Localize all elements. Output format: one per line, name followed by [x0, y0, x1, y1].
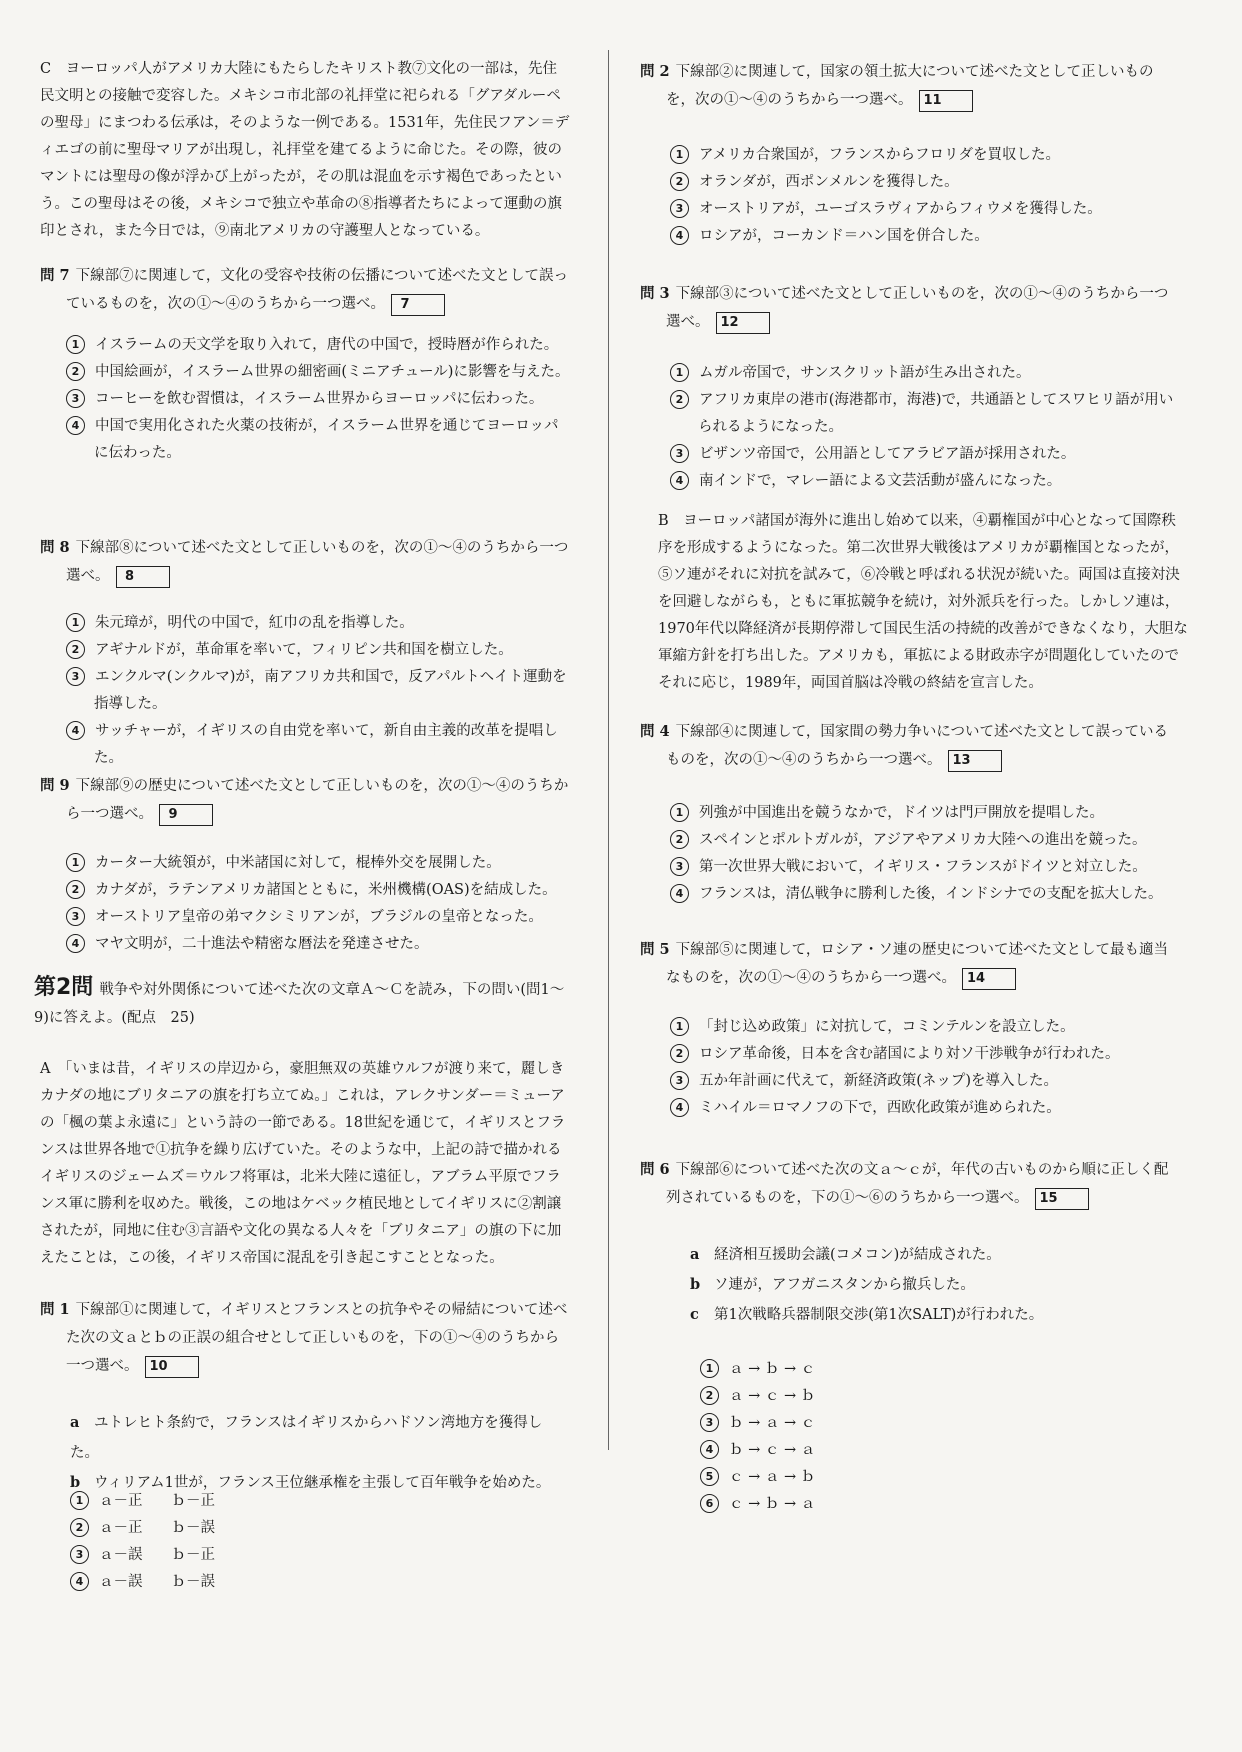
choice-number: 3 — [700, 1413, 719, 1432]
option[interactable]: 2 オランダが，西ポンメルンを獲得した。 — [670, 169, 1180, 196]
option[interactable]: 3 ビザンツ帝国で，公用語としてアラビア語が採用された。 — [670, 441, 1180, 468]
options-q3 — [670, 360, 1180, 495]
answer-box: 13 — [948, 750, 1002, 772]
question-text: 下線部⑦に関連して，文化の受容や技術の伝播について述べた文として誤っているものを，次の①～④のうちから一つ選べ。 — [66, 268, 569, 312]
choice-number: 3 — [66, 907, 85, 926]
choice-number: 4 — [66, 416, 85, 435]
option[interactable]: 2 カナダが，ラテンアメリカ諸国とともに，米州機構(OAS)を結成した。 — [66, 877, 570, 904]
options-q6 — [700, 1356, 1000, 1518]
choice-number: 5 — [700, 1467, 719, 1486]
choice-number: 3 — [670, 199, 689, 218]
choice-number: 4 — [700, 1440, 719, 1459]
passage-c: C ヨーロッパ人がアメリカ大陸にもたらしたキリスト教⑦文化の一部は，先住民文明との接触で変容した。メキシコ市北部の礼拝堂に祀られる「グアダルーペの聖母」にまつわる伝承は，そのような一例である。1531年，先住民フアン＝ディエゴの前に聖母マリアが出現し，礼拝堂を建てるように命じた。その際，彼のマントには聖母の像が浮かび上がったが，その肌は混血を示す褐色であったという。この聖母はその後，メキシコで独立や革命の⑧指導者たちによって運動の旗印とされ，また今日では，⑨南北アメリカの守護聖人となっている。 — [40, 61, 570, 239]
column-divider — [608, 50, 609, 1450]
answer-box: 14 — [962, 968, 1016, 990]
choice-number: 1 — [670, 145, 689, 164]
choice-number: 2 — [700, 1386, 719, 1405]
choice-number: 3 — [70, 1545, 89, 1564]
question-text: 下線部④に関連して，国家間の勢力争いについて述べた文として誤っているものを，次の①～④のうちから一つ選べ。 — [666, 724, 1169, 768]
option[interactable]: 2 中国絵画が，イスラーム世界の細密画(ミニアチュール)に影響を与えた。 — [66, 359, 570, 386]
statement-c: c 第1次戦略兵器制限交渉(第1次SALT)が行われた。 — [690, 1306, 1044, 1323]
option[interactable]: 4 ロシアが，コーカンド＝ハン国を併合した。 — [670, 223, 1180, 250]
choice-number: 3 — [670, 444, 689, 463]
choice-number: 4 — [670, 1098, 689, 1117]
question-label: 問 7 — [40, 267, 70, 284]
option[interactable]: 4 サッチャーが，イギリスの自由党を率いて，新自由主義的改革を提唱した。 — [66, 718, 570, 772]
option[interactable]: 1 イスラームの天文学を取り入れて，唐代の中国で，授時暦が作られた。 — [66, 332, 570, 359]
choice-number: 1 — [66, 613, 85, 632]
option[interactable]: 5 ｃ → ａ → ｂ — [700, 1464, 1000, 1491]
option[interactable]: 3 第一次世界大戦において，イギリス・フランスがドイツと対立した。 — [670, 854, 1180, 881]
question-label: 問 6 — [640, 1161, 670, 1178]
option[interactable]: 1 ａ－正 ｂ－正 — [70, 1488, 370, 1515]
choice-number: 2 — [670, 390, 689, 409]
choice-number: 1 — [670, 1017, 689, 1036]
statement-a: a ユトレヒト条約で，フランスはイギリスからハドソン湾地方を獲得した。 — [70, 1414, 543, 1461]
choice-number: 4 — [66, 934, 85, 953]
question-4 — [640, 718, 1180, 774]
option[interactable]: 4 マヤ文明が，二十進法や精密な暦法を発達させた。 — [66, 931, 570, 958]
choice-number: 4 — [66, 721, 85, 740]
option[interactable]: 2 スペインとポルトガルが，アジアやアメリカ大陸への進出を競った。 — [670, 827, 1180, 854]
question-7 — [40, 262, 570, 318]
choice-number: 2 — [670, 172, 689, 191]
answer-box: 12 — [716, 312, 770, 334]
choice-number: 2 — [670, 1044, 689, 1063]
option[interactable]: 4 南インドで，マレー語による文芸活動が盛んになった。 — [670, 468, 1180, 495]
statements-q1 — [70, 1408, 570, 1498]
option[interactable]: 4 ｂ → ｃ → ａ — [700, 1437, 1000, 1464]
statement-a: a 経済相互援助会議(コメコン)が結成された。 — [690, 1246, 1001, 1263]
option[interactable]: 2 ロシア革命後，日本を含む諸国により対ソ干渉戦争が行われた。 — [670, 1041, 1180, 1068]
options-q8 — [66, 610, 570, 772]
choice-number: 6 — [700, 1494, 719, 1513]
options-q5 — [670, 1014, 1180, 1122]
question-text: 下線部①に関連して，イギリスとフランスとの抗争やその帰結について述べた次の文ａとｂの正誤の組合せとして正しいものを，下の①～④のうちから一つ選べ。 — [66, 1302, 568, 1374]
option[interactable]: 4 ａ－誤 ｂ－誤 — [70, 1569, 370, 1596]
question-label: 問 1 — [40, 1301, 70, 1318]
choice-number: 2 — [70, 1518, 89, 1537]
option[interactable]: 1 朱元璋が，明代の中国で，紅巾の乱を指導した。 — [66, 610, 570, 637]
question-text: 下線部⑨の歴史について述べた文として正しいものを，次の①～④のうちから一つ選べ。 — [66, 778, 569, 822]
option[interactable]: 1 カーター大統領が，中米諸国に対して，棍棒外交を展開した。 — [66, 850, 570, 877]
passage-b: B ヨーロッパ諸国が海外に進出し始めて以来，④覇権国が中心となって国際秩序を形成するようになった。第二次世界大戦後はアメリカが覇権国となったが，⑤ソ連がそれに対抗を試みて，⑥冷戦と呼ばれる状況が続いた。両国は直接対決を回避しながらも，ともに軍拡競争を続け，対外派兵を行った。しかしソ連は，1970年代以降経済が長期停滞して国民生活の持続的改善ができなくなり，大胆な軍縮方針を打ち出した。アメリカも，軍拡による財政赤字が問題化していたのでそれに応じ，1989年，両国首脳は冷戦の終結を宣言した。 — [658, 513, 1188, 691]
option[interactable]: 2 アフリカ東岸の港市(海港都市，海港)で，共通語としてスワヒリ語が用いられるようになった。 — [670, 387, 1180, 441]
option[interactable]: 3 コーヒーを飲む習慣は，イスラーム世界からヨーロッパに伝わった。 — [66, 386, 570, 413]
option[interactable]: 1 ａ → ｂ → ｃ — [700, 1356, 1000, 1383]
question-2 — [640, 58, 1180, 114]
section-2-header — [34, 974, 570, 1032]
option[interactable]: 2 ａ－正 ｂ－誤 — [70, 1515, 370, 1542]
answer-box: 11 — [919, 90, 973, 112]
choice-number: 1 — [670, 363, 689, 382]
choice-number: 3 — [670, 1071, 689, 1090]
question-label: 問 4 — [640, 723, 670, 740]
option[interactable]: 4 フランスは，清仏戦争に勝利した後，インドシナでの支配を拡大した。 — [670, 881, 1180, 908]
choice-number: 2 — [66, 640, 85, 659]
choice-number: 3 — [66, 667, 85, 686]
statements-q6 — [690, 1240, 1180, 1330]
choice-number: 1 — [66, 335, 85, 354]
choice-number: 1 — [66, 853, 85, 872]
answer-box: 7 — [391, 294, 445, 316]
answer-box: 15 — [1035, 1188, 1089, 1210]
choice-number: 2 — [66, 362, 85, 381]
question-text: 下線部⑤に関連して，ロシア・ソ連の歴史について述べた文として最も適当なものを，次の①～④のうちから一つ選べ。 — [666, 942, 1169, 986]
question-text: 下線部⑧について述べた文として正しいものを，次の①～④のうちから一つ選べ。 — [66, 540, 569, 584]
options-q4 — [670, 800, 1180, 908]
question-text: 下線部③について述べた文として正しいものを，次の①～④のうちから一つ選べ。 — [666, 286, 1169, 330]
choice-number: 2 — [670, 830, 689, 849]
options-q7 — [66, 332, 570, 467]
question-text: 下線部②に関連して，国家の領土拡大について述べた文として正しいものを，次の①～④のうちから一つ選べ。 — [666, 64, 1154, 108]
passage-a: A 「いまは昔，イギリスの岸辺から，豪胆無双の英雄ウルフが渡り来て，麗しきカナダの地にブリタニアの旗を打ち立てぬ。」これは，アレクサンダー＝ミューアの「楓の葉よ永遠に」という詩の一節である。18世紀を通じて，イギリスとフランスは世界各地で①抗争を繰り広げていた。そのような中，上記の詩で描かれるイギリスのジェームズ＝ウルフ将軍は，北米大陸に遠征し，アブラム平原でフランス軍に勝利を収めた。戦後，この地はケベック植民地としてイギリスに②割譲されたが，同地に住む③言語や文化の異なる人々を「ブリタニア」の旗の下に加えたことは，この後，イギリス帝国に混乱を引き起こすこととなった。 — [40, 1061, 566, 1266]
option[interactable]: 3 オーストリア皇帝の弟マクシミリアンが，ブラジルの皇帝となった。 — [66, 904, 570, 931]
option[interactable]: 6 ｃ → ｂ → ａ — [700, 1491, 1000, 1518]
section-title: 第2問 — [34, 975, 94, 1000]
choice-number: 4 — [670, 471, 689, 490]
option[interactable]: 3 五か年計画に代えて，新経済政策(ネップ)を導入した。 — [670, 1068, 1180, 1095]
option[interactable]: 2 アギナルドが，革命軍を率いて，フィリピン共和国を樹立した。 — [66, 637, 570, 664]
question-1 — [40, 1296, 570, 1380]
choice-number: 1 — [670, 803, 689, 822]
option[interactable]: 1 アメリカ合衆国が，フランスからフロリダを買収した。 — [670, 142, 1180, 169]
question-label: 問 5 — [640, 941, 670, 958]
option[interactable]: 3 エンクルマ(ンクルマ)が，南アフリカ共和国で，反アパルトヘイト運動を指導した。 — [66, 664, 570, 718]
option[interactable]: 1 「封じ込め政策」に対抗して，コミンテルンを設立した。 — [670, 1014, 1180, 1041]
question-label: 問 3 — [640, 285, 670, 302]
question-text: 下線部⑥について述べた次の文ａ～ｃが，年代の古いものから順に正しく配列されているものを，下の①～⑥のうちから一つ選べ。 — [666, 1162, 1169, 1206]
statement-b: b ソ連が，アフガニスタンから撤兵した。 — [690, 1276, 975, 1293]
question-label: 問 2 — [640, 63, 670, 80]
option[interactable]: 4 中国で実用化された火薬の技術が，イスラーム世界を通じてヨーロッパに伝わった。 — [66, 413, 570, 467]
choice-number: 4 — [670, 226, 689, 245]
option[interactable]: 3 ａ－誤 ｂ－正 — [70, 1542, 370, 1569]
option[interactable]: 4 ミハイル＝ロマノフの下で，西欧化政策が進められた。 — [670, 1095, 1180, 1122]
choice-number: 2 — [66, 880, 85, 899]
question-label: 問 8 — [40, 539, 70, 556]
options-q1 — [70, 1488, 370, 1596]
choice-number: 3 — [670, 857, 689, 876]
option[interactable]: 1 列強が中国進出を競うなかで，ドイツは門戸開放を提唱した。 — [670, 800, 1180, 827]
option[interactable]: 3 ｂ → ａ → ｃ — [700, 1410, 1000, 1437]
answer-box: 8 — [116, 566, 170, 588]
choice-number: 4 — [70, 1572, 89, 1591]
question-9 — [40, 772, 570, 828]
question-5 — [640, 936, 1180, 992]
question-3 — [640, 280, 1180, 336]
section-instructions: 戦争や対外関係について述べた次の文章Ａ～Ｃを読み，下の問い(問1～9)に答えよ。(配点 25) — [34, 982, 565, 1026]
option[interactable]: 3 オーストリアが，ユーゴスラヴィアからフィウメを獲得した。 — [670, 196, 1180, 223]
question-8 — [40, 534, 570, 590]
option[interactable]: 2 ａ → ｃ → ｂ — [700, 1383, 1000, 1410]
option[interactable]: 1 ムガル帝国で，サンスクリット語が生み出された。 — [670, 360, 1180, 387]
question-6 — [640, 1156, 1180, 1212]
choice-number: 1 — [700, 1359, 719, 1378]
choice-number: 1 — [70, 1491, 89, 1510]
choice-number: 4 — [670, 884, 689, 903]
statement-b: b ウィリアム1世が，フランス王位継承権を主張して百年戦争を始めた。 — [70, 1474, 551, 1491]
question-label: 問 9 — [40, 777, 70, 794]
answer-box: 9 — [159, 804, 213, 826]
options-q9 — [66, 850, 570, 958]
answer-box: 10 — [145, 1356, 199, 1378]
options-q2 — [670, 142, 1180, 250]
choice-number: 3 — [66, 389, 85, 408]
